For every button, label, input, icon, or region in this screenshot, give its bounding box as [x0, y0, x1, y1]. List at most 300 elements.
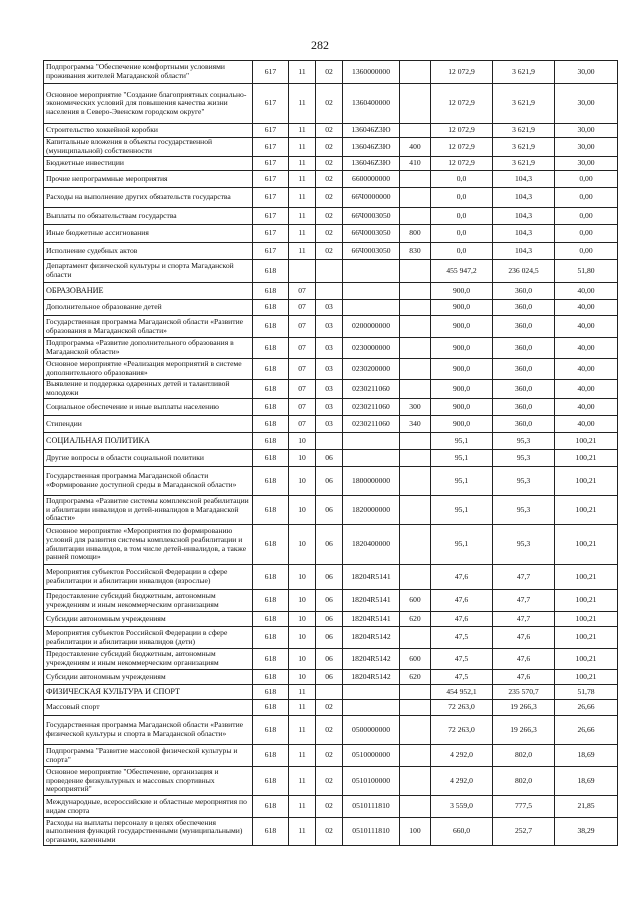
cell-subsection: 06	[316, 612, 343, 627]
cell-subsection: 06	[316, 590, 343, 612]
cell-subsection	[316, 283, 343, 300]
table-row	[44, 433, 618, 450]
cell-kind: 600	[400, 649, 431, 670]
table-row	[44, 138, 618, 157]
table-row	[44, 260, 618, 283]
cell-target: 18204R5141	[343, 590, 400, 612]
cell-target: 18204R5142	[343, 649, 400, 670]
table-row	[44, 208, 618, 225]
cell-section: 07	[289, 338, 316, 359]
cell-target: 18204R5142	[343, 670, 400, 685]
cell-name: Расходы на выполнение других обязательств государства	[44, 188, 253, 208]
cell-plan: 900,0	[431, 283, 493, 300]
cell-plan: 900,0	[431, 399, 493, 416]
cell-name: Подпрограмма "Обеспечение комфортными условиями проживания жителей Магаданской области"	[44, 61, 253, 84]
cell-percent: 100,21	[555, 670, 618, 685]
cell-target: 136046Z3Ю	[343, 138, 400, 157]
cell-section: 11	[289, 700, 316, 716]
cell-section: 07	[289, 416, 316, 433]
cell-code: 618	[253, 359, 289, 380]
cell-target: 18204R5141	[343, 565, 400, 590]
table-row	[44, 525, 618, 565]
table-row	[44, 316, 618, 338]
cell-kind	[400, 716, 431, 745]
cell-percent: 100,21	[555, 525, 618, 565]
cell-code: 617	[253, 171, 289, 188]
cell-plan: 900,0	[431, 380, 493, 399]
cell-kind	[400, 124, 431, 138]
cell-plan: 900,0	[431, 300, 493, 316]
table-row	[44, 745, 618, 767]
cell-actual: 360,0	[493, 283, 555, 300]
cell-kind	[400, 208, 431, 225]
cell-section: 07	[289, 399, 316, 416]
cell-code: 618	[253, 450, 289, 467]
cell-kind	[400, 84, 431, 124]
table-row	[44, 612, 618, 627]
cell-subsection: 06	[316, 649, 343, 670]
cell-section: 10	[289, 467, 316, 496]
cell-name: Основное мероприятие «Мероприятия по формированию условий для развития системы комплексной реабилитации и абилитации инвалидов, в том числе детей-инвалидов, а также ранней помощи»	[44, 525, 253, 565]
cell-percent: 40,00	[555, 338, 618, 359]
cell-section: 10	[289, 627, 316, 649]
cell-percent: 18,69	[555, 767, 618, 796]
budget-table	[43, 60, 618, 846]
cell-kind: 620	[400, 670, 431, 685]
cell-subsection: 06	[316, 670, 343, 685]
cell-name: ФИЗИЧЕСКАЯ КУЛЬТУРА И СПОРТ	[44, 685, 253, 700]
cell-target: 1820400000	[343, 525, 400, 565]
cell-percent: 0,00	[555, 188, 618, 208]
cell-actual: 47,7	[493, 612, 555, 627]
cell-section: 10	[289, 649, 316, 670]
cell-plan: 47,6	[431, 590, 493, 612]
table-row	[44, 124, 618, 138]
cell-subsection: 02	[316, 243, 343, 260]
cell-kind: 600	[400, 590, 431, 612]
cell-section: 10	[289, 450, 316, 467]
cell-plan: 900,0	[431, 338, 493, 359]
cell-subsection: 02	[316, 796, 343, 818]
cell-percent: 40,00	[555, 283, 618, 300]
cell-actual: 104,3	[493, 208, 555, 225]
table-row	[44, 84, 618, 124]
cell-subsection: 03	[316, 380, 343, 399]
cell-section: 11	[289, 818, 316, 846]
table-row	[44, 496, 618, 525]
cell-name: Государственная программа Магаданской области «Развитие образования в Магаданской области»	[44, 316, 253, 338]
cell-section: 11	[289, 745, 316, 767]
cell-subsection: 06	[316, 565, 343, 590]
cell-code: 618	[253, 565, 289, 590]
cell-subsection	[316, 433, 343, 450]
cell-name: Иные бюджетные ассигнования	[44, 225, 253, 243]
cell-target	[343, 450, 400, 467]
cell-name: Мероприятия субъектов Российской Федерации в сфере реабилитации и абилитации инвалидов (дети)	[44, 627, 253, 649]
cell-name: Бюджетные инвестиции	[44, 157, 253, 171]
cell-plan: 0,0	[431, 188, 493, 208]
cell-code: 617	[253, 225, 289, 243]
cell-section: 11	[289, 796, 316, 818]
cell-percent: 51,78	[555, 685, 618, 700]
table-row	[44, 670, 618, 685]
cell-code: 618	[253, 796, 289, 818]
cell-name: Государственная программа Магаданской области «Развитие физической культуры и спорта в Магаданской области»	[44, 716, 253, 745]
cell-percent: 38,29	[555, 818, 618, 846]
cell-target: 0230000000	[343, 338, 400, 359]
cell-plan: 455 947,2	[431, 260, 493, 283]
cell-kind	[400, 188, 431, 208]
cell-section: 07	[289, 316, 316, 338]
cell-percent: 40,00	[555, 380, 618, 399]
cell-target: 18204R5141	[343, 612, 400, 627]
cell-kind	[400, 767, 431, 796]
cell-kind: 100	[400, 818, 431, 846]
cell-plan: 47,6	[431, 612, 493, 627]
cell-plan: 72 263,0	[431, 700, 493, 716]
cell-section: 11	[289, 767, 316, 796]
cell-actual: 777,5	[493, 796, 555, 818]
cell-target: 0200000000	[343, 316, 400, 338]
cell-target	[343, 283, 400, 300]
cell-kind: 300	[400, 399, 431, 416]
cell-name: Подпрограмма "Развитие массовой физической культуры и спорта"	[44, 745, 253, 767]
cell-percent: 30,00	[555, 138, 618, 157]
cell-actual: 252,7	[493, 818, 555, 846]
cell-target: 0230211060	[343, 399, 400, 416]
cell-plan: 72 263,0	[431, 716, 493, 745]
cell-subsection	[316, 260, 343, 283]
cell-code: 618	[253, 818, 289, 846]
cell-kind	[400, 627, 431, 649]
cell-code: 618	[253, 745, 289, 767]
table-row	[44, 450, 618, 467]
cell-name: Исполнение судебных актов	[44, 243, 253, 260]
cell-section: 10	[289, 565, 316, 590]
cell-plan: 454 952,1	[431, 685, 493, 700]
cell-kind	[400, 61, 431, 84]
table-row	[44, 225, 618, 243]
table-row	[44, 300, 618, 316]
cell-kind	[400, 525, 431, 565]
cell-code: 618	[253, 685, 289, 700]
cell-kind: 400	[400, 138, 431, 157]
cell-subsection: 03	[316, 338, 343, 359]
cell-actual: 104,3	[493, 243, 555, 260]
cell-actual: 360,0	[493, 416, 555, 433]
cell-actual: 95,3	[493, 433, 555, 450]
cell-plan: 47,6	[431, 565, 493, 590]
table-row	[44, 565, 618, 590]
cell-code: 618	[253, 496, 289, 525]
cell-subsection: 02	[316, 138, 343, 157]
cell-name: ОБРАЗОВАНИЕ	[44, 283, 253, 300]
cell-subsection: 03	[316, 359, 343, 380]
cell-code: 617	[253, 124, 289, 138]
cell-kind	[400, 283, 431, 300]
cell-code: 617	[253, 243, 289, 260]
cell-plan: 95,1	[431, 467, 493, 496]
cell-target: 136046Z3Ю	[343, 124, 400, 138]
cell-section: 11	[289, 138, 316, 157]
cell-target: 66Ч0000000	[343, 188, 400, 208]
cell-subsection: 06	[316, 450, 343, 467]
cell-subsection: 03	[316, 316, 343, 338]
cell-kind	[400, 496, 431, 525]
cell-actual: 360,0	[493, 380, 555, 399]
cell-subsection: 03	[316, 416, 343, 433]
cell-code: 618	[253, 649, 289, 670]
cell-target	[343, 700, 400, 716]
cell-plan: 12 072,9	[431, 61, 493, 84]
cell-percent: 40,00	[555, 300, 618, 316]
cell-plan: 47,5	[431, 670, 493, 685]
cell-plan: 95,1	[431, 496, 493, 525]
cell-kind	[400, 700, 431, 716]
cell-plan: 95,1	[431, 525, 493, 565]
table-row	[44, 467, 618, 496]
cell-target: 0510000000	[343, 745, 400, 767]
table-row	[44, 399, 618, 416]
cell-target: 66Ч0003050	[343, 225, 400, 243]
cell-section: 11	[289, 171, 316, 188]
cell-subsection: 02	[316, 225, 343, 243]
cell-percent: 100,21	[555, 565, 618, 590]
cell-actual: 3 621,9	[493, 124, 555, 138]
cell-subsection: 02	[316, 157, 343, 171]
cell-actual: 47,6	[493, 627, 555, 649]
page-number: 282	[311, 38, 329, 52]
cell-section: 10	[289, 670, 316, 685]
cell-actual: 95,3	[493, 467, 555, 496]
cell-section: 11	[289, 124, 316, 138]
cell-section: 07	[289, 359, 316, 380]
cell-section	[289, 260, 316, 283]
table-body	[44, 61, 618, 846]
cell-name: Основное мероприятие "Обеспечение, организация и проведение физкультурных и массовых спортивных мероприятий"	[44, 767, 253, 796]
cell-target: 0500000000	[343, 716, 400, 745]
table-row	[44, 157, 618, 171]
cell-name: Подпрограмма «Развитие системы комплексной реабилитации и абилитации инвалидов и детей-инвалидов в Магаданской области»	[44, 496, 253, 525]
table-row	[44, 590, 618, 612]
cell-section: 07	[289, 300, 316, 316]
cell-percent: 100,21	[555, 590, 618, 612]
cell-plan: 47,5	[431, 627, 493, 649]
cell-actual: 360,0	[493, 316, 555, 338]
cell-code: 618	[253, 700, 289, 716]
cell-section: 11	[289, 225, 316, 243]
cell-percent: 30,00	[555, 84, 618, 124]
cell-name: Расходы на выплаты персоналу в целях обеспечения выполнения функций государственными (муниципальными) органами, казенными	[44, 818, 253, 846]
cell-percent: 0,00	[555, 243, 618, 260]
cell-actual: 3 621,9	[493, 61, 555, 84]
cell-target: 0230211060	[343, 416, 400, 433]
cell-percent: 26,66	[555, 700, 618, 716]
cell-code: 618	[253, 300, 289, 316]
cell-section: 07	[289, 283, 316, 300]
cell-name: Государственная программа Магаданской области «Формирование доступной среды в Магаданской области»	[44, 467, 253, 496]
cell-subsection: 02	[316, 61, 343, 84]
cell-actual: 47,6	[493, 670, 555, 685]
cell-code: 618	[253, 338, 289, 359]
cell-target: 66Ч0003050	[343, 243, 400, 260]
cell-section: 07	[289, 380, 316, 399]
cell-target	[343, 300, 400, 316]
cell-plan: 12 072,9	[431, 138, 493, 157]
cell-plan: 900,0	[431, 416, 493, 433]
cell-name: Стипендии	[44, 416, 253, 433]
cell-percent: 21,85	[555, 796, 618, 818]
cell-code: 617	[253, 61, 289, 84]
cell-target: 0230200000	[343, 359, 400, 380]
cell-code: 618	[253, 399, 289, 416]
cell-subsection: 03	[316, 399, 343, 416]
cell-percent: 40,00	[555, 416, 618, 433]
cell-actual: 802,0	[493, 767, 555, 796]
table-row	[44, 338, 618, 359]
cell-code: 618	[253, 416, 289, 433]
cell-code: 618	[253, 590, 289, 612]
cell-name: Прочие непрограммные мероприятия	[44, 171, 253, 188]
table-row	[44, 380, 618, 399]
cell-kind	[400, 380, 431, 399]
cell-plan: 12 072,9	[431, 124, 493, 138]
table-row	[44, 796, 618, 818]
cell-name: Субсидии автономным учреждениям	[44, 612, 253, 627]
cell-subsection: 02	[316, 767, 343, 796]
cell-plan: 4 292,0	[431, 745, 493, 767]
cell-percent: 0,00	[555, 208, 618, 225]
cell-code: 618	[253, 380, 289, 399]
cell-subsection: 02	[316, 700, 343, 716]
cell-plan: 660,0	[431, 818, 493, 846]
cell-target	[343, 685, 400, 700]
cell-kind: 830	[400, 243, 431, 260]
cell-name: Выявление и поддержка одаренных детей и талантливой молодежи	[44, 380, 253, 399]
cell-percent: 100,21	[555, 496, 618, 525]
table-row	[44, 61, 618, 84]
cell-code: 618	[253, 525, 289, 565]
cell-percent: 100,21	[555, 649, 618, 670]
cell-name: Дополнительное образование детей	[44, 300, 253, 316]
table-row	[44, 416, 618, 433]
cell-percent: 100,21	[555, 612, 618, 627]
cell-name: Капитальные вложения в объекты государственной (муниципальной) собственности	[44, 138, 253, 157]
cell-percent: 30,00	[555, 61, 618, 84]
cell-code: 617	[253, 188, 289, 208]
cell-actual: 104,3	[493, 188, 555, 208]
cell-subsection: 02	[316, 716, 343, 745]
cell-subsection: 02	[316, 208, 343, 225]
cell-kind	[400, 433, 431, 450]
cell-percent: 40,00	[555, 359, 618, 380]
cell-percent: 0,00	[555, 225, 618, 243]
cell-name: Предоставление субсидий бюджетным, автономным учреждениям и иным некоммерческим организациям	[44, 590, 253, 612]
cell-kind	[400, 467, 431, 496]
cell-section: 11	[289, 208, 316, 225]
cell-plan: 95,1	[431, 433, 493, 450]
cell-target: 66Ч0003050	[343, 208, 400, 225]
cell-actual: 360,0	[493, 338, 555, 359]
cell-subsection: 03	[316, 300, 343, 316]
cell-code: 617	[253, 84, 289, 124]
cell-code: 617	[253, 157, 289, 171]
cell-plan: 0,0	[431, 243, 493, 260]
cell-code: 618	[253, 316, 289, 338]
cell-kind	[400, 685, 431, 700]
table-row	[44, 359, 618, 380]
table-row	[44, 627, 618, 649]
cell-target: 1360400000	[343, 84, 400, 124]
cell-kind	[400, 565, 431, 590]
cell-subsection: 06	[316, 496, 343, 525]
cell-actual: 802,0	[493, 745, 555, 767]
cell-kind	[400, 450, 431, 467]
cell-actual: 3 621,9	[493, 157, 555, 171]
cell-name: Мероприятия субъектов Российской Федерации в сфере реабилитации и абилитации инвалидов (взрослые)	[44, 565, 253, 590]
cell-code: 618	[253, 767, 289, 796]
cell-section: 10	[289, 590, 316, 612]
table-row	[44, 685, 618, 700]
cell-section: 10	[289, 433, 316, 450]
cell-actual: 3 621,9	[493, 84, 555, 124]
cell-section: 10	[289, 525, 316, 565]
cell-name: Департамент физической культуры и спорта Магаданской области	[44, 260, 253, 283]
cell-name: Субсидии автономным учреждениям	[44, 670, 253, 685]
cell-subsection: 06	[316, 467, 343, 496]
cell-kind	[400, 171, 431, 188]
cell-target: 0510111810	[343, 818, 400, 846]
cell-subsection: 02	[316, 818, 343, 846]
cell-percent: 51,80	[555, 260, 618, 283]
cell-kind	[400, 338, 431, 359]
cell-subsection: 02	[316, 84, 343, 124]
cell-target: 136046Z3Ю	[343, 157, 400, 171]
cell-plan: 0,0	[431, 171, 493, 188]
cell-actual: 47,6	[493, 649, 555, 670]
cell-code: 618	[253, 612, 289, 627]
cell-actual: 104,3	[493, 225, 555, 243]
cell-name: Другие вопросы в области социальной политики	[44, 450, 253, 467]
cell-actual: 95,3	[493, 525, 555, 565]
cell-code: 618	[253, 467, 289, 496]
cell-section: 11	[289, 157, 316, 171]
cell-name: Выплаты по обязательствам государства	[44, 208, 253, 225]
cell-kind: 800	[400, 225, 431, 243]
cell-section: 11	[289, 243, 316, 260]
cell-code: 617	[253, 138, 289, 157]
cell-subsection: 06	[316, 627, 343, 649]
table-row	[44, 767, 618, 796]
cell-subsection	[316, 685, 343, 700]
cell-name: Подпрограмма «Развитие дополнительного образования в Магаданской области»	[44, 338, 253, 359]
cell-actual: 360,0	[493, 300, 555, 316]
cell-plan: 900,0	[431, 316, 493, 338]
cell-kind	[400, 745, 431, 767]
cell-actual: 47,7	[493, 590, 555, 612]
cell-name: Предоставление субсидий бюджетным, автономным учреждениям и иным некоммерческим организациям	[44, 649, 253, 670]
cell-kind	[400, 260, 431, 283]
cell-name: Массовый спорт	[44, 700, 253, 716]
cell-target: 0510100000	[343, 767, 400, 796]
cell-actual: 235 570,7	[493, 685, 555, 700]
cell-subsection: 02	[316, 188, 343, 208]
cell-actual: 19 266,3	[493, 700, 555, 716]
cell-name: Международные, всероссийские и областные мероприятия по видам спорта	[44, 796, 253, 818]
cell-plan: 900,0	[431, 359, 493, 380]
cell-kind: 620	[400, 612, 431, 627]
cell-kind	[400, 359, 431, 380]
